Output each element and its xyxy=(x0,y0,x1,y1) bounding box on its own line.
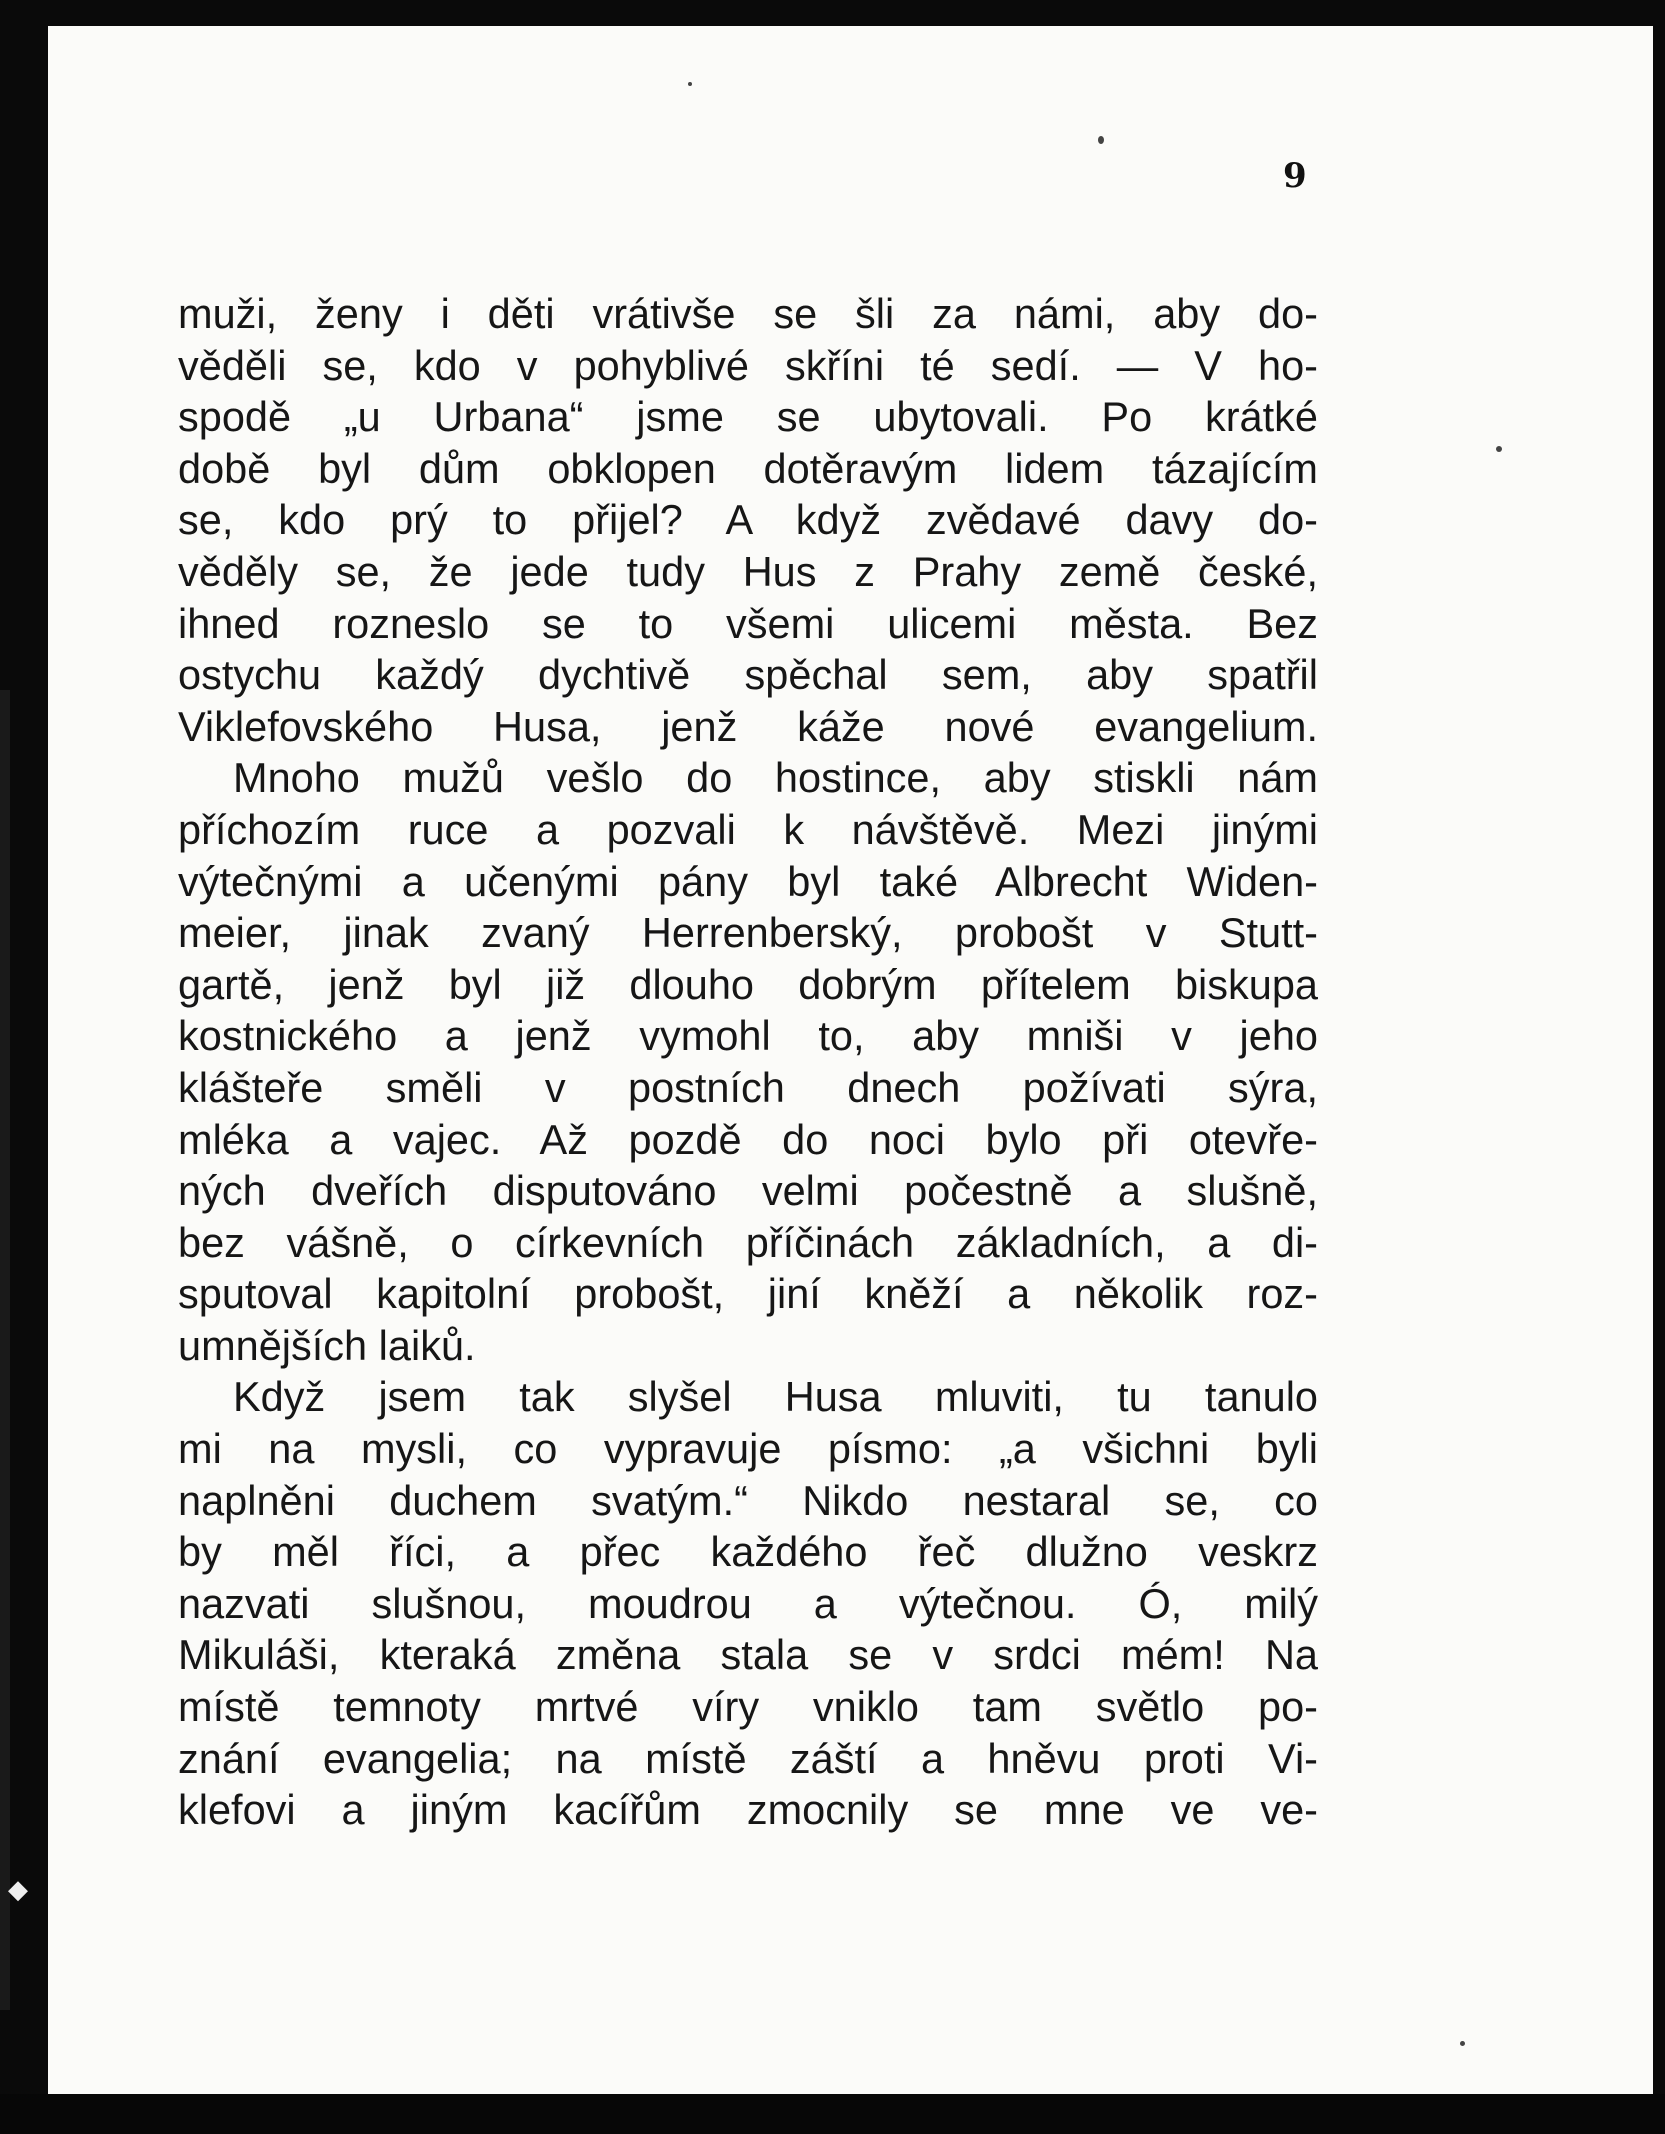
text-line: sputoval kapitolní probošt, jiní kněží a několik roz- xyxy=(178,1270,1318,1318)
text-line: Mikuláši, kteraká změna stala se v srdci mém! Na xyxy=(178,1631,1318,1679)
text-line: výtečnými a učenými pány byl také Albrecht Widen- xyxy=(178,857,1318,905)
bottom-edge-shadow xyxy=(0,2094,1665,2134)
scan-speck xyxy=(1098,136,1104,144)
scan-speck xyxy=(1496,446,1502,452)
scan-arrow-icon: ◆ xyxy=(8,1875,28,1905)
text-line: věděli se, kdo v pohyblivé skříni té sedí. — V ho- xyxy=(178,341,1318,389)
body-text xyxy=(178,288,1318,1836)
text-line: kostnického a jenž vymohl to, aby mniši v jeho xyxy=(178,1012,1318,1060)
scan-speck xyxy=(1460,2041,1465,2046)
text-line: spodě „u Urbana“ jsme se ubytovali. Po krátké xyxy=(178,393,1318,441)
text-line: mi na mysli, co vypravuje písmo: „a všichni byli xyxy=(178,1425,1318,1473)
text-line: ných dveřích disputováno velmi počestně a slušně, xyxy=(178,1167,1318,1215)
text-line: bez vášně, o církevních příčinách základních, a di- xyxy=(178,1218,1318,1266)
text-line: Mnoho mužů vešlo do hostince, aby stiskli nám xyxy=(233,754,1318,802)
binding-shadow xyxy=(0,690,10,2010)
text-line: umnějších laiků. xyxy=(178,1321,476,1369)
scan-speck xyxy=(688,82,692,86)
text-line: se, kdo prý to přijel? A když zvědavé davy do- xyxy=(178,496,1318,544)
text-line: gartě, jenž byl již dlouho dobrým přítelem biskupa xyxy=(178,960,1318,1008)
book-page xyxy=(48,26,1653,2102)
text-line: ostychu každý dychtivě spěchal sem, aby spatřil xyxy=(178,651,1318,699)
text-line: době byl dům obklopen dotěravým lidem tázajícím xyxy=(178,444,1318,492)
text-line: Když jsem tak slyšel Husa mluviti, tu tanulo xyxy=(233,1373,1318,1421)
page-number: 9 xyxy=(1283,156,1307,196)
text-line: by měl říci, a přec každého řeč dlužno veskrz xyxy=(178,1528,1318,1576)
text-line: ihned rozneslo se to všemi ulicemi města. Bez xyxy=(178,599,1318,647)
text-line: znání evangelia; na místě záští a hněvu proti Vi- xyxy=(178,1734,1318,1782)
text-line: Viklefovského Husa, jenž káže nové evangelium. xyxy=(178,702,1318,750)
text-line: muži, ženy i děti vrátivše se šli za námi, aby do- xyxy=(178,290,1318,337)
text-line: příchozím ruce a pozvali k návštěvě. Mezi jinými xyxy=(178,805,1318,853)
text-line: naplněni duchem svatým.“ Nikdo nestaral se, co xyxy=(178,1476,1318,1524)
text-line: věděly se, že jede tudy Hus z Prahy země české, xyxy=(178,547,1318,595)
text-line: klefovi a jiným kacířům zmocnily se mne ve ve- xyxy=(178,1786,1318,1834)
text-line: nazvati slušnou, moudrou a výtečnou. Ó, milý xyxy=(178,1579,1318,1627)
text-line: místě temnoty mrtvé víry vniklo tam světlo po- xyxy=(178,1683,1318,1731)
text-line: meier, jinak zvaný Herrenberský, probošt v Stutt- xyxy=(178,909,1318,957)
text-line: mléka a vajec. Až pozdě do noci bylo při otevře- xyxy=(178,1115,1318,1163)
text-line: klášteře směli v postních dnech požívati sýra, xyxy=(178,1063,1318,1111)
